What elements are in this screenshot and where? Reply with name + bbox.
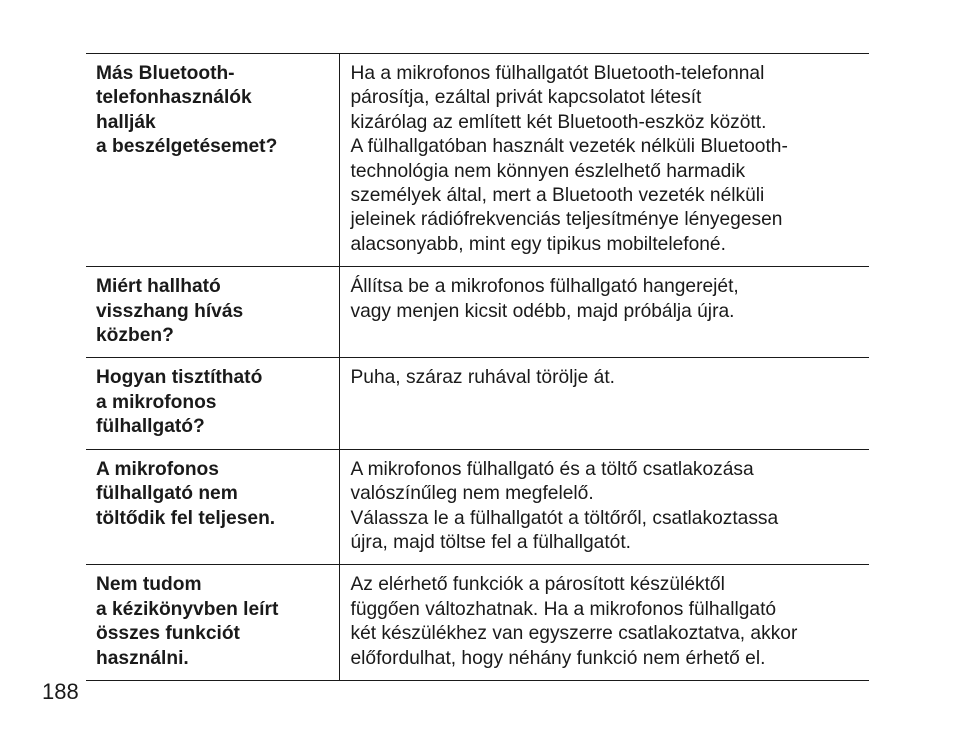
question-line: Miért hallható xyxy=(96,276,221,298)
answer-line: technológia nem könnyen észlelhető harmadik xyxy=(350,160,746,182)
faq-row xyxy=(86,565,869,681)
faq-question xyxy=(86,54,339,267)
faq-question xyxy=(86,565,339,681)
answer-line: újra, majd töltse fel a fülhallgatót. xyxy=(350,531,632,553)
answer-line: személyek által, mert a Bluetooth vezeték nélküli xyxy=(350,185,765,207)
faq-question xyxy=(86,267,339,358)
question-line: Nem tudom xyxy=(96,574,202,596)
question-line: a kézikönyvben leírt xyxy=(96,598,279,620)
answer-line: Az elérhető funkciók a párosított készüléktől xyxy=(350,574,725,596)
answer-line: Állítsa be a mikrofonos fülhallgató hangerejét, xyxy=(350,276,739,298)
question-line: Más Bluetooth- xyxy=(96,63,235,84)
question-line: fülhallgató nem xyxy=(96,483,238,505)
question-line: A mikrofonos xyxy=(96,458,219,480)
faq-answer xyxy=(339,54,869,267)
faq-answer xyxy=(339,449,869,565)
question-line: telefonhasználók xyxy=(96,87,252,109)
answer-line: Válassza le a fülhallgatót a töltőről, csatlakoztassa xyxy=(350,507,779,529)
answer-line: függően változhatnak. Ha a mikrofonos fülhallgató xyxy=(350,598,777,620)
question-line: összes funkciót xyxy=(96,623,240,645)
question-line: a mikrofonos xyxy=(96,391,217,413)
answer-line: kizárólag az említett két Bluetooth-eszköz között. xyxy=(350,111,767,133)
answer-line: előfordulhat, hogy néhány funkció nem érhető el. xyxy=(350,647,766,669)
answer-line: A mikrofonos fülhallgató és a töltő csatlakozása xyxy=(350,458,754,480)
question-line: a beszélgetésemet? xyxy=(96,136,278,158)
faq-row xyxy=(86,358,869,449)
answer-line: két készülékhez van egyszerre csatlakoztatva, akkor xyxy=(350,623,798,645)
question-line: hallják xyxy=(96,111,156,133)
answer-line: párosítja, ezáltal privát kapcsolatot létesít xyxy=(350,87,702,109)
faq-row xyxy=(86,54,869,267)
faq-row xyxy=(86,449,869,565)
faq-question xyxy=(86,358,339,449)
question-line: közben? xyxy=(96,325,174,347)
question-line: Hogyan tisztítható xyxy=(96,367,263,389)
question-line: visszhang hívás xyxy=(96,300,244,322)
faq-row xyxy=(86,267,869,358)
faq-answer xyxy=(339,267,869,358)
question-line: fülhallgató? xyxy=(96,416,205,438)
page-number: 188 xyxy=(42,679,79,704)
answer-line: A fülhallgatóban használt vezeték nélküli Bluetooth- xyxy=(350,136,788,158)
faq-question xyxy=(86,449,339,565)
question-line: töltődik fel teljesen. xyxy=(96,507,276,529)
faq-answer xyxy=(339,358,869,449)
question-line: használni. xyxy=(96,647,189,669)
answer-line: Ha a mikrofonos fülhallgatót Bluetooth-telefonnal xyxy=(350,63,765,84)
answer-line: vagy menjen kicsit odébb, majd próbálja újra. xyxy=(350,300,735,322)
answer-line: Puha, száraz ruhával törölje át. xyxy=(350,367,616,389)
answer-line: alacsonyabb, mint egy tipikus mobiltelefoné. xyxy=(350,233,726,255)
faq-answer xyxy=(339,565,869,681)
answer-line: jeleinek rádiófrekvenciás teljesítménye lényegesen xyxy=(350,209,783,231)
faq-table xyxy=(86,53,869,681)
answer-line: valószínűleg nem megfelelő. xyxy=(350,483,594,505)
